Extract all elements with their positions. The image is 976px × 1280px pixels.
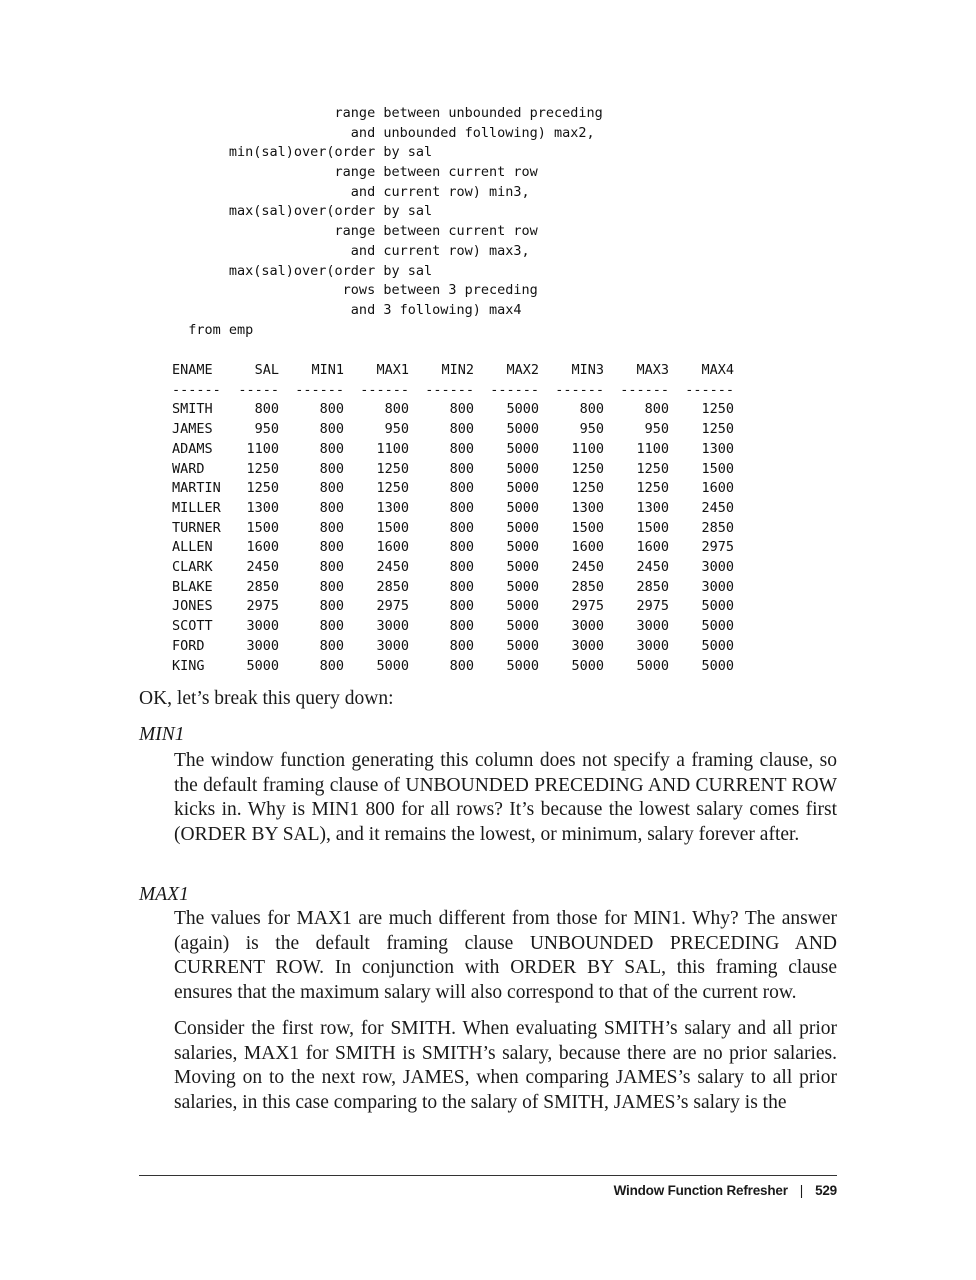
- table-cell: 5000: [701, 637, 734, 654]
- code-line: and current row) max3,: [172, 242, 530, 259]
- table-cell: 5000: [506, 618, 539, 635]
- table-header-row-cell: ENAME: [172, 362, 213, 378]
- table-cell: 800: [319, 460, 344, 477]
- table-cell: 800: [449, 618, 474, 635]
- sql-code-block: [172, 104, 603, 340]
- table-cell: 800: [644, 401, 669, 418]
- term-min1: MIN1: [139, 724, 185, 745]
- table-cell: 800: [319, 401, 344, 418]
- table-cell: 800: [319, 499, 344, 516]
- table-cell: 1250: [571, 480, 604, 497]
- table-cell: 1500: [636, 519, 669, 536]
- table-cell: SMITH: [172, 401, 213, 418]
- table-cell: 800: [254, 401, 279, 418]
- table-cell: 1500: [246, 519, 279, 536]
- table-header-row-cell: MAX2: [506, 362, 539, 378]
- table-cell: 800: [319, 559, 344, 576]
- table-cell: 5000: [506, 499, 539, 516]
- table-cell: 3000: [636, 618, 669, 635]
- table-cell: 2850: [246, 578, 279, 595]
- table-divider-row-cell: ------: [295, 381, 344, 398]
- table-row: [172, 538, 734, 558]
- table-cell: 5000: [506, 421, 539, 438]
- table-cell: 1100: [636, 440, 669, 457]
- table-cell: 800: [449, 421, 474, 438]
- table-cell: 5000: [506, 598, 539, 615]
- table-cell: 1250: [376, 460, 409, 477]
- table-divider-row-cell: ------: [425, 381, 474, 398]
- table-cell: 5000: [506, 460, 539, 477]
- code-line: max(sal)over(order by sal: [172, 203, 433, 220]
- footer-section-title: Window Function Refresher: [613, 1183, 788, 1198]
- table-cell: TURNER: [172, 519, 221, 536]
- table-cell: 800: [319, 657, 344, 674]
- table-cell: 800: [449, 480, 474, 497]
- code-line: and 3 following) max4: [172, 301, 522, 318]
- table-cell: 800: [449, 559, 474, 576]
- table-cell: 5000: [506, 401, 539, 418]
- table-cell: 1500: [571, 519, 604, 536]
- table-cell: 2850: [376, 578, 409, 595]
- table-cell: 3000: [246, 637, 279, 654]
- definition-max1: The values for MAX1 are much different from those for MIN1. Why? The answer (again) is the default framing clause UNBOUNDED PRECEDING AND CURRENT ROW. In conjunction with ORDER BY SAL, this framing clause ensures that the maximum salary will also correspond to that of the current row.: [174, 908, 837, 1003]
- table-cell: 2450: [246, 559, 279, 576]
- table-row: [172, 597, 734, 617]
- table-cell: 1300: [701, 440, 734, 457]
- table-cell: FORD: [172, 637, 205, 654]
- table-cell: SCOTT: [172, 618, 213, 635]
- table-cell: 3000: [701, 578, 734, 595]
- table-cell: 800: [319, 480, 344, 497]
- table-cell: 800: [579, 401, 604, 418]
- table-row: [172, 578, 734, 598]
- table-cell: 800: [384, 401, 409, 418]
- table-cell: 800: [449, 578, 474, 595]
- table-row: [172, 617, 734, 637]
- table-cell: 1300: [571, 499, 604, 516]
- code-line: and unbounded following) max2,: [172, 124, 595, 141]
- table-cell: 3000: [376, 637, 409, 654]
- table-cell: 1500: [376, 519, 409, 536]
- table-cell: 950: [644, 421, 669, 438]
- table-row: [172, 637, 734, 657]
- table-cell: 1600: [701, 480, 734, 497]
- table-cell: 800: [319, 539, 344, 556]
- table-cell: 5000: [506, 559, 539, 576]
- code-line: range between unbounded preceding: [172, 105, 603, 121]
- table-cell: 5000: [506, 657, 539, 674]
- table-row: [172, 440, 734, 460]
- table-cell: 2850: [571, 578, 604, 595]
- code-line: rows between 3 preceding: [172, 282, 538, 299]
- table-divider-row-cell: ------: [555, 381, 604, 398]
- running-footer: [614, 1183, 837, 1198]
- table-cell: 800: [449, 598, 474, 615]
- table-cell: 3000: [571, 618, 604, 635]
- table-cell: 800: [319, 637, 344, 654]
- table-cell: MARTIN: [172, 480, 221, 497]
- table-header-row-cell: MAX1: [376, 362, 409, 378]
- table-cell: 3000: [246, 618, 279, 635]
- table-cell: 2850: [636, 578, 669, 595]
- table-cell: 3000: [636, 637, 669, 654]
- table-cell: 950: [579, 421, 604, 438]
- table-cell: 3000: [571, 637, 604, 654]
- table-cell: 2975: [376, 598, 409, 615]
- table-cell: 1600: [376, 539, 409, 556]
- table-header-row-cell: MAX3: [636, 362, 669, 378]
- table-cell: 800: [319, 578, 344, 595]
- table-cell: 1600: [636, 539, 669, 556]
- table-cell: 1250: [636, 480, 669, 497]
- table-cell: 5000: [246, 657, 279, 674]
- table-divider-row-cell: ------: [620, 381, 669, 398]
- table-cell: ADAMS: [172, 440, 213, 457]
- table-cell: 5000: [506, 480, 539, 497]
- table-cell: JONES: [172, 598, 213, 615]
- table-cell: 2850: [701, 519, 734, 536]
- table-cell: 1250: [701, 421, 734, 438]
- code-line: and current row) min3,: [172, 183, 530, 200]
- table-cell: 800: [449, 519, 474, 536]
- table-divider-row-cell: ------: [172, 381, 221, 398]
- table-cell: 1600: [571, 539, 604, 556]
- table-header-row-cell: MIN2: [441, 362, 474, 378]
- table-cell: 800: [319, 598, 344, 615]
- table-cell: 2450: [701, 499, 734, 516]
- table-row: [172, 460, 734, 480]
- table-cell: 800: [319, 440, 344, 457]
- table-row: [172, 519, 734, 539]
- table-cell: 1300: [636, 499, 669, 516]
- footer-rule: [139, 1175, 837, 1176]
- table-cell: MILLER: [172, 499, 221, 516]
- table-cell: 950: [254, 421, 279, 438]
- table-cell: 800: [449, 460, 474, 477]
- code-line: min(sal)over(order by sal: [172, 144, 433, 161]
- table-cell: 2450: [376, 559, 409, 576]
- table-cell: 3000: [701, 559, 734, 576]
- table-cell: 1250: [636, 460, 669, 477]
- table-header-row-cell: SAL: [254, 362, 279, 378]
- table-cell: 1250: [571, 460, 604, 477]
- definition-min1: The window function generating this column does not specify a framing clause, so the default framing clause of UNBOUNDED PRECEDING AND CURRENT ROW kicks in. Why is MIN1 800 for all rows? It’s because the lowest salary comes first (ORDER BY SAL), and it remains the lowest, or minimum, salary forever after.: [174, 750, 837, 845]
- table-cell: 2450: [571, 559, 604, 576]
- table-cell: BLAKE: [172, 578, 213, 595]
- table-cell: 1250: [246, 480, 279, 497]
- table-cell: 1250: [246, 460, 279, 477]
- table-cell: 800: [449, 657, 474, 674]
- table-cell: 800: [449, 401, 474, 418]
- page-number: 529: [815, 1183, 837, 1198]
- table-cell: 5000: [571, 657, 604, 674]
- table-divider-row: [172, 381, 734, 401]
- table-cell: JAMES: [172, 421, 213, 438]
- table-row: [172, 499, 734, 519]
- table-cell: 800: [449, 539, 474, 556]
- table-cell: 2450: [636, 559, 669, 576]
- footer-separator: |: [799, 1183, 804, 1198]
- table-cell: 5000: [376, 657, 409, 674]
- code-line: range between current row: [172, 223, 538, 240]
- table-cell: 1100: [246, 440, 279, 457]
- table-cell: 1100: [376, 440, 409, 457]
- table-cell: 1500: [701, 460, 734, 477]
- table-cell: 5000: [506, 578, 539, 595]
- code-line: range between current row: [172, 164, 538, 181]
- table-cell: 5000: [701, 598, 734, 615]
- table-cell: ALLEN: [172, 539, 213, 556]
- table-cell: 5000: [506, 440, 539, 457]
- table-row: [172, 400, 734, 420]
- table-cell: 5000: [506, 637, 539, 654]
- table-row: [172, 558, 734, 578]
- table-cell: 800: [319, 618, 344, 635]
- table-cell: 5000: [701, 657, 734, 674]
- table-row: [172, 479, 734, 499]
- table-cell: 2975: [571, 598, 604, 615]
- table-header-row-cell: MAX4: [701, 362, 734, 378]
- table-cell: 800: [449, 499, 474, 516]
- table-cell: 5000: [701, 618, 734, 635]
- definition-max1-continued: Consider the first row, for SMITH. When evaluating SMITH’s salary and all prior salaries, MAX1 for SMITH is SMITH’s salary, because there are no prior salaries. Moving on to the next row, JAMES, when comparing JAMES’s salary to all prior salaries, in this case comparing to the salary of SMITH, JAMES’s salary is the: [174, 1018, 837, 1113]
- table-divider-row-cell: -----: [238, 381, 279, 398]
- table-header-row: [172, 361, 734, 381]
- table-cell: 1250: [376, 480, 409, 497]
- table-cell: 800: [449, 440, 474, 457]
- table-cell: 5000: [636, 657, 669, 674]
- table-cell: 1300: [246, 499, 279, 516]
- table-cell: 1250: [701, 401, 734, 418]
- code-line: from emp: [172, 321, 254, 338]
- table-cell: 2975: [246, 598, 279, 615]
- table-cell: 1600: [246, 539, 279, 556]
- term-max1: MAX1: [139, 884, 189, 905]
- table-cell: KING: [172, 657, 205, 674]
- table-row: [172, 420, 734, 440]
- table-header-row-cell: MIN3: [571, 362, 604, 378]
- table-row: [172, 657, 734, 677]
- code-line: max(sal)over(order by sal: [172, 262, 433, 279]
- table-cell: 1300: [376, 499, 409, 516]
- table-cell: 1100: [571, 440, 604, 457]
- table-header-row-cell: MIN1: [311, 362, 344, 378]
- table-divider-row-cell: ------: [360, 381, 409, 398]
- table-divider-row-cell: ------: [685, 381, 734, 398]
- table-cell: 3000: [376, 618, 409, 635]
- table-cell: 800: [449, 637, 474, 654]
- query-result-table: [172, 361, 734, 676]
- table-cell: 5000: [506, 539, 539, 556]
- table-divider-row-cell: ------: [490, 381, 539, 398]
- table-cell: 5000: [506, 519, 539, 536]
- table-cell: WARD: [172, 460, 205, 477]
- table-cell: CLARK: [172, 559, 213, 576]
- table-cell: 800: [319, 519, 344, 536]
- table-cell: 2975: [636, 598, 669, 615]
- lead-paragraph: OK, let’s break this query down:: [139, 688, 394, 709]
- table-cell: 950: [384, 421, 409, 438]
- table-cell: 800: [319, 421, 344, 438]
- table-cell: 2975: [701, 539, 734, 556]
